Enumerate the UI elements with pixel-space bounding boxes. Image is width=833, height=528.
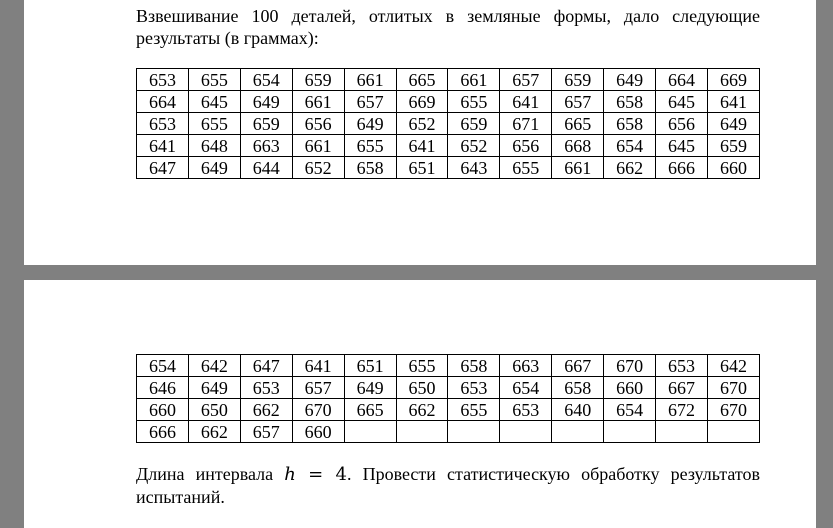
table-cell: 665	[396, 69, 448, 91]
table-cell	[396, 421, 448, 443]
table-cell: 653	[137, 113, 189, 135]
table-cell: 670	[604, 355, 656, 377]
table-cell	[344, 421, 396, 443]
table-cell: 662	[240, 399, 292, 421]
table-cell: 653	[656, 355, 708, 377]
table-row	[137, 135, 760, 157]
table-cell: 654	[500, 377, 552, 399]
outro-line-2: испытаний.	[136, 487, 225, 507]
table-cell: 655	[500, 157, 552, 179]
document-page-2	[24, 280, 816, 528]
table-row	[137, 421, 760, 443]
table-cell: 669	[707, 69, 759, 91]
table-cell: 662	[604, 157, 656, 179]
table-cell: 649	[707, 113, 759, 135]
table-cell: 670	[707, 377, 759, 399]
table-cell: 651	[396, 157, 448, 179]
table-cell: 641	[500, 91, 552, 113]
table-cell: 641	[707, 91, 759, 113]
table-cell: 661	[292, 135, 344, 157]
table-cell: 670	[707, 399, 759, 421]
table-cell	[552, 421, 604, 443]
table-cell: 649	[188, 157, 240, 179]
table-cell: 649	[604, 69, 656, 91]
table-cell: 640	[552, 399, 604, 421]
table-cell: 652	[448, 135, 500, 157]
table-cell: 668	[552, 135, 604, 157]
table-cell	[707, 421, 759, 443]
table-row	[137, 91, 760, 113]
table-cell: 654	[240, 69, 292, 91]
document-page-1	[24, 0, 816, 265]
table-row	[137, 157, 760, 179]
formula-value: = 4	[295, 464, 347, 485]
table-cell: 647	[137, 157, 189, 179]
table-cell: 652	[292, 157, 344, 179]
table-cell: 645	[656, 91, 708, 113]
interval-formula	[284, 464, 347, 485]
table-cell: 671	[500, 113, 552, 135]
intro-line-2: результаты (в граммах):	[136, 28, 319, 48]
interval-length-label: Длина интервала	[136, 464, 274, 484]
table-cell	[448, 421, 500, 443]
table-cell: 645	[656, 135, 708, 157]
table-row	[137, 113, 760, 135]
table-cell: 666	[656, 157, 708, 179]
table-cell: 646	[137, 377, 189, 399]
table-cell: 664	[656, 69, 708, 91]
table-row	[137, 355, 760, 377]
table-cell: 661	[448, 69, 500, 91]
table-cell: 660	[292, 421, 344, 443]
table-cell: 657	[500, 69, 552, 91]
table-cell: 659	[707, 135, 759, 157]
table-cell: 658	[604, 91, 656, 113]
table-cell: 658	[604, 113, 656, 135]
table-cell: 655	[188, 69, 240, 91]
table-cell: 645	[188, 91, 240, 113]
table-cell: 649	[240, 91, 292, 113]
table-cell: 655	[448, 399, 500, 421]
table-row	[137, 69, 760, 91]
intro-paragraph	[136, 5, 760, 49]
table-cell	[500, 421, 552, 443]
table-cell: 672	[656, 399, 708, 421]
table-cell: 649	[344, 377, 396, 399]
table-cell: 643	[448, 157, 500, 179]
table-cell: 655	[344, 135, 396, 157]
table-cell: 653	[448, 377, 500, 399]
table-cell: 667	[552, 355, 604, 377]
table-cell: 660	[137, 399, 189, 421]
table-cell: 653	[137, 69, 189, 91]
table-row	[137, 399, 760, 421]
table-cell: 656	[500, 135, 552, 157]
weights-table-1	[136, 68, 760, 179]
table-cell: 661	[552, 157, 604, 179]
table-cell: 655	[188, 113, 240, 135]
table-cell: 654	[604, 135, 656, 157]
table-cell: 642	[188, 355, 240, 377]
table-cell: 667	[656, 377, 708, 399]
table-cell: 655	[396, 355, 448, 377]
table-cell: 659	[240, 113, 292, 135]
weights-table-2	[136, 354, 760, 443]
table-cell: 644	[240, 157, 292, 179]
table-cell: 656	[656, 113, 708, 135]
table-cell: 655	[448, 91, 500, 113]
table-cell: 664	[137, 91, 189, 113]
table-cell	[604, 421, 656, 443]
table-cell: 662	[396, 399, 448, 421]
table-cell: 659	[292, 69, 344, 91]
table-cell: 641	[396, 135, 448, 157]
table-cell: 641	[137, 135, 189, 157]
table-cell: 658	[448, 355, 500, 377]
table-cell: 653	[500, 399, 552, 421]
table-cell	[656, 421, 708, 443]
outro-paragraph	[136, 463, 760, 508]
formula-variable: h	[284, 464, 296, 485]
outro-line-1	[136, 463, 760, 486]
table-cell: 650	[396, 377, 448, 399]
table-cell: 660	[604, 377, 656, 399]
table-cell: 654	[137, 355, 189, 377]
table-cell: 657	[552, 91, 604, 113]
table-cell: 648	[188, 135, 240, 157]
table-cell: 657	[344, 91, 396, 113]
table-cell: 661	[292, 91, 344, 113]
table-cell: 657	[240, 421, 292, 443]
table-cell: 656	[292, 113, 344, 135]
table-cell: 663	[500, 355, 552, 377]
table-cell: 665	[344, 399, 396, 421]
table-cell: 649	[188, 377, 240, 399]
table-cell: 659	[448, 113, 500, 135]
table-cell: 669	[396, 91, 448, 113]
table-cell: 659	[552, 69, 604, 91]
table-cell: 657	[292, 377, 344, 399]
table-cell: 652	[396, 113, 448, 135]
intro-line-1: Взвешивание 100 деталей, отлитых в земляные формы, дало следующие	[136, 6, 760, 26]
task-instruction: . Провести статистическую обработку результатов	[346, 464, 760, 484]
table-cell: 647	[240, 355, 292, 377]
table-cell: 670	[292, 399, 344, 421]
table-cell: 663	[240, 135, 292, 157]
table-cell: 642	[707, 355, 759, 377]
table-row	[137, 377, 760, 399]
table-cell: 650	[188, 399, 240, 421]
table-cell: 654	[604, 399, 656, 421]
table-cell: 649	[344, 113, 396, 135]
table-cell: 658	[552, 377, 604, 399]
table-cell: 660	[707, 157, 759, 179]
table-cell: 666	[137, 421, 189, 443]
table-cell: 653	[240, 377, 292, 399]
table-cell: 665	[552, 113, 604, 135]
table-cell: 658	[344, 157, 396, 179]
table-cell: 641	[292, 355, 344, 377]
table-cell: 651	[344, 355, 396, 377]
table-cell: 661	[344, 69, 396, 91]
table-cell: 662	[188, 421, 240, 443]
